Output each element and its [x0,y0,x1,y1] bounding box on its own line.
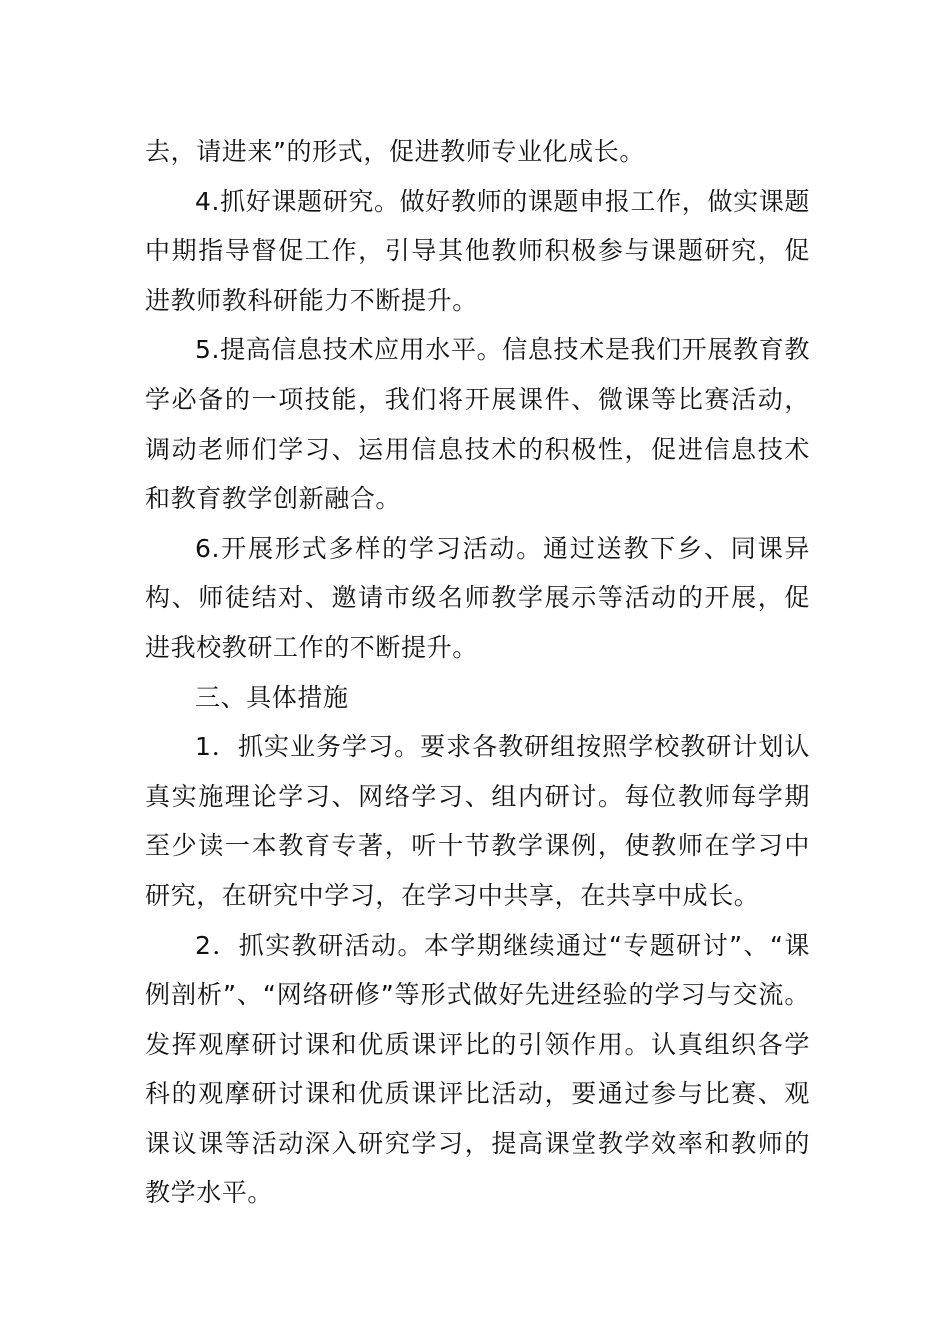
paragraph-info-technology: 5.提高信息技术应用水平。信息技术是我们开展教育教学必备的一项技能，我们将开展课件、微课等比赛活动，调动老师们学习、运用信息技术的积极性，促进信息技术和教育教学创新融合。 [145,335,810,514]
paragraph-continuation: 去，请进来”的形式，促进教师专业化成长。 [145,137,645,166]
paragraph-business-study: 1．抓实业务学习。要求各教研组按照学校教研计划认真实施理论学习、网络学习、组内研讨。每位教师每学期至少读一本教育专著，听十节教学课例，使教师在学习中研究，在研究中学习，在学习中共享，在共享中成长。 [145,732,810,910]
document-body [145,127,810,1218]
section-heading-measures: 三、具体措施 [195,682,349,712]
paragraph-research-projects: 4.抓好课题研究。做好教师的课题申报工作，做实课题中期指导督促工作，引导其他教师积极参与课题研究，促进教师教科研能力不断提升。 [145,186,810,315]
paragraph-learning-activities: 6.开展形式多样的学习活动。通过送教下乡、同课异构、师徒结对、邀请市级名师教学展示等活动的开展，促进我校教研工作的不断提升。 [145,533,810,662]
paragraph-teaching-research: 2．抓实教研活动。本学期继续通过“专题研讨”、“课例剖析”、“网络研修”等形式做好先进经验的学习与交流。发挥观摩研讨课和优质课评比的引领作用。认真组织各学科的观摩研讨课和优质课评比活动，要通过参与比赛、观课议课等活动深入研究学习，提高课堂教学效率和教师的教学水平。 [145,930,810,1208]
